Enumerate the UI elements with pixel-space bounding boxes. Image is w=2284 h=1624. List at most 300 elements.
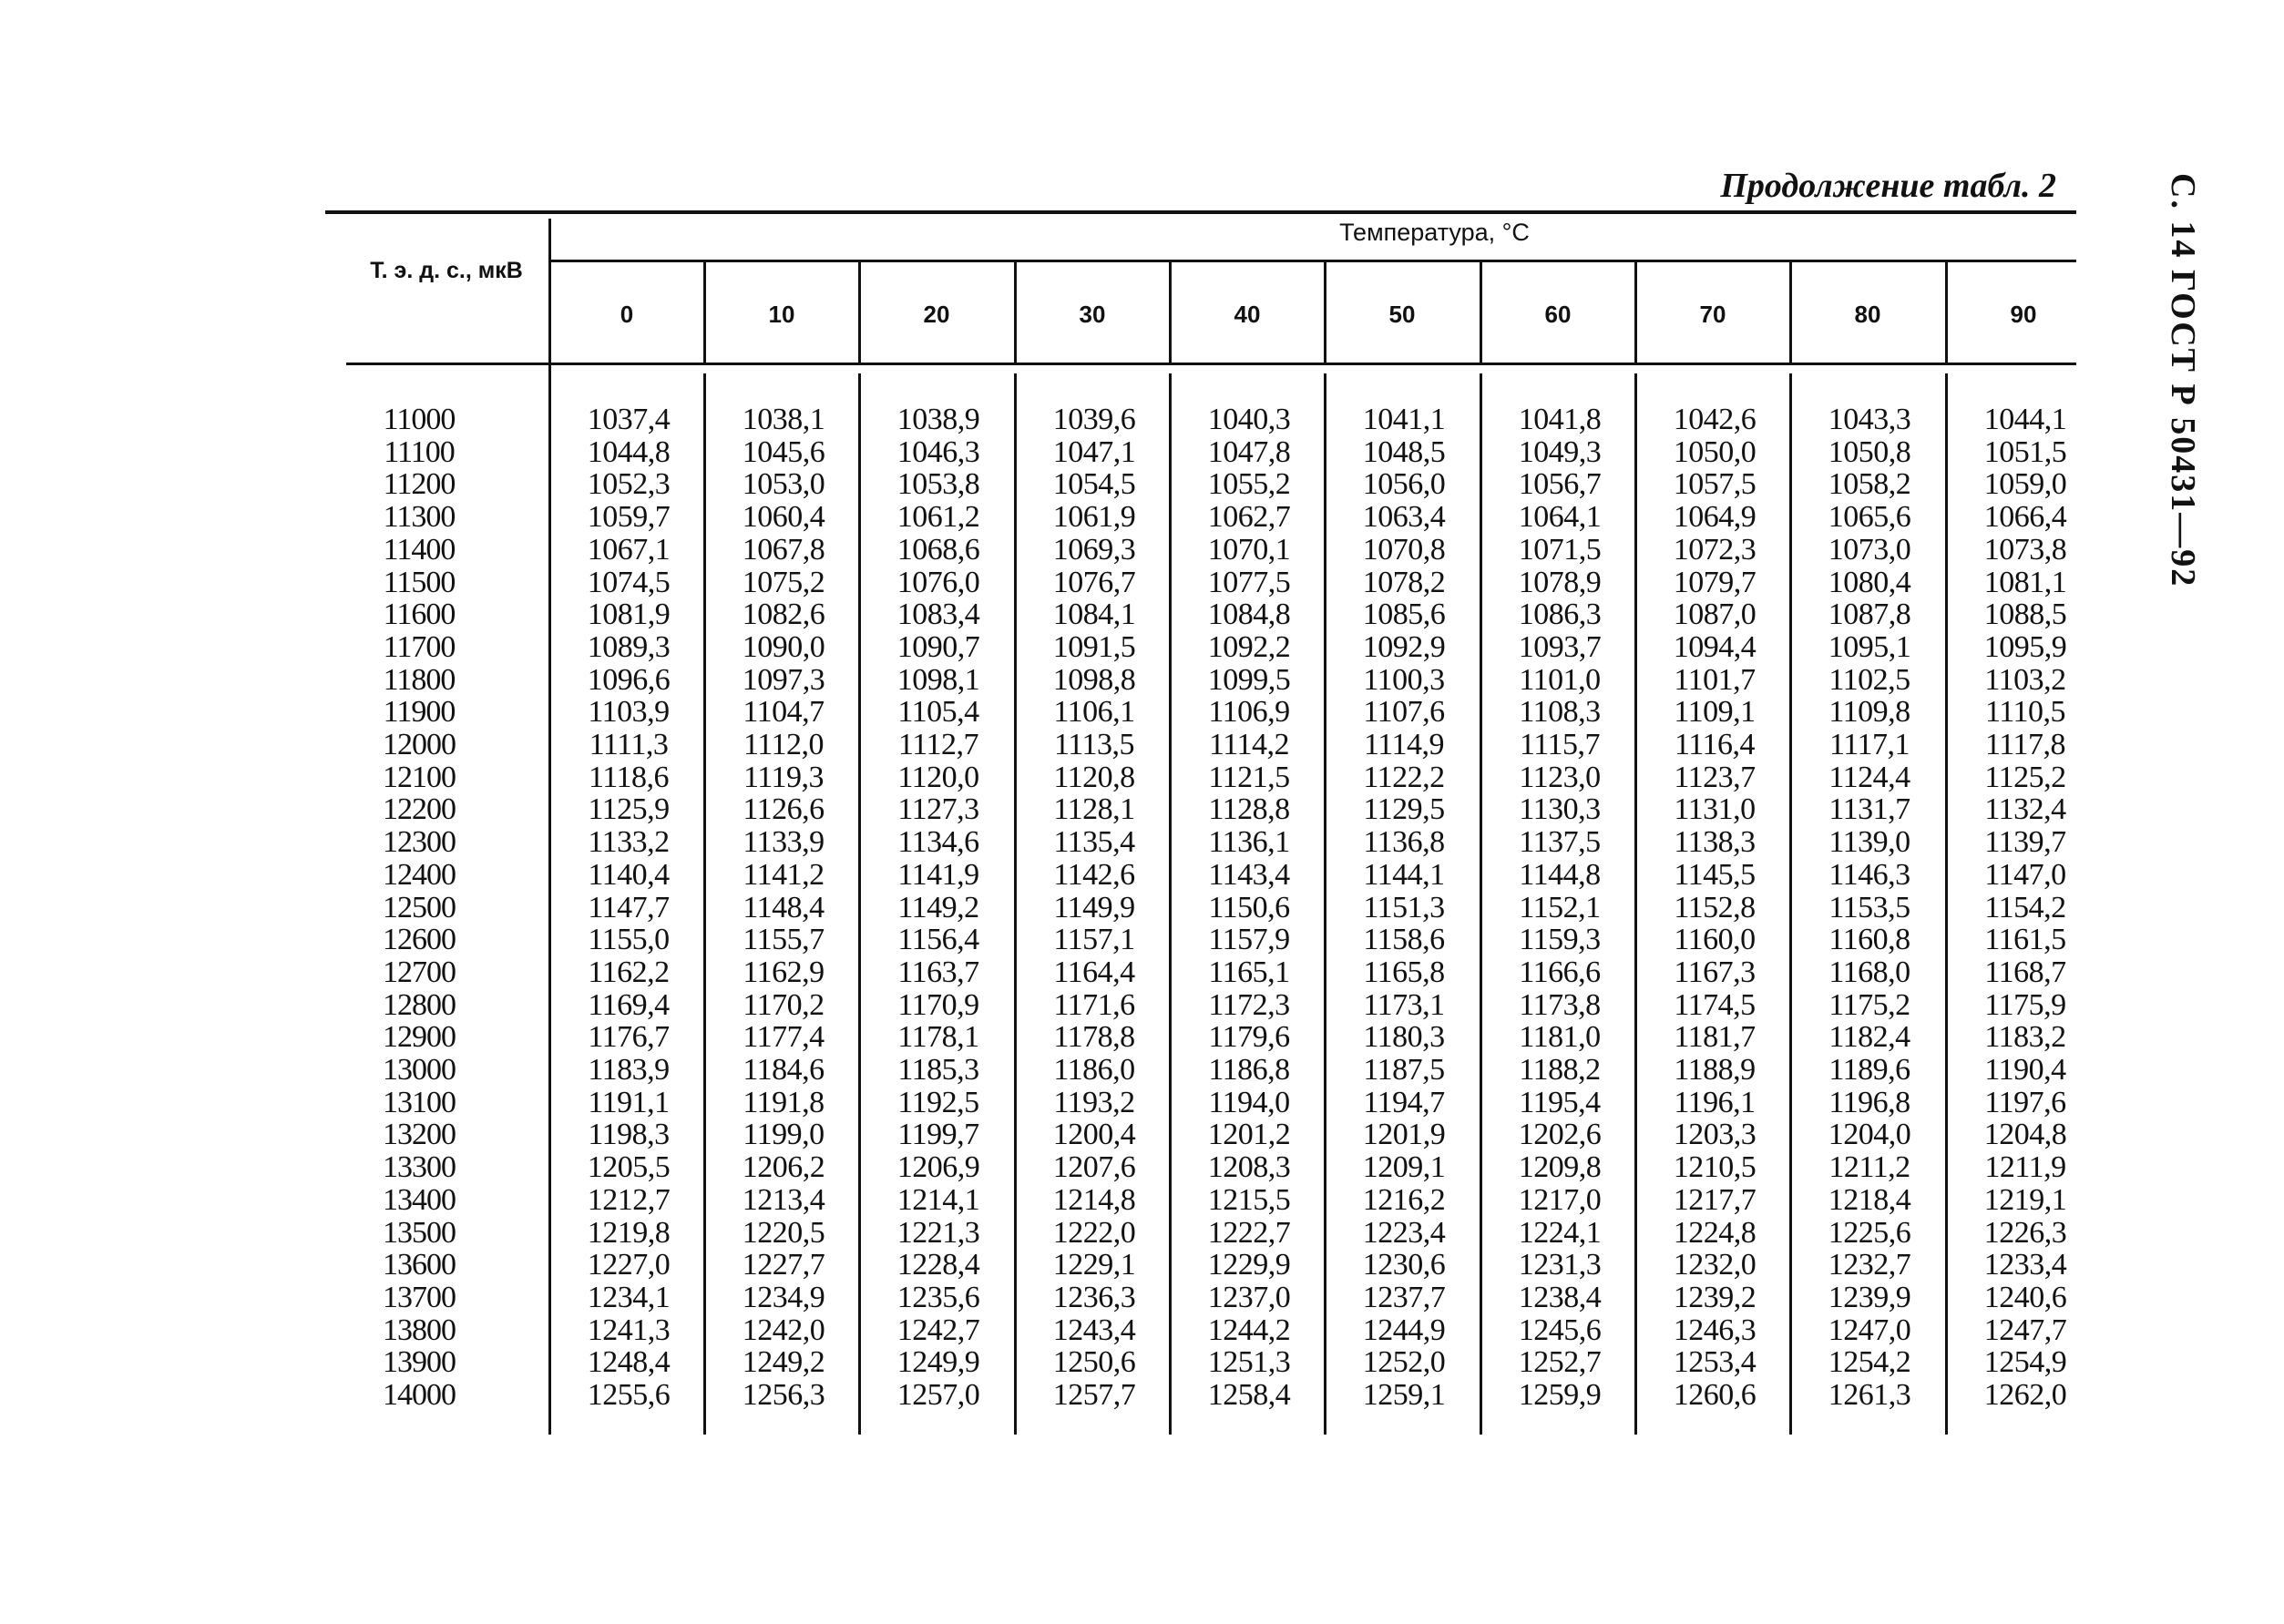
emf-value: 13400 (383, 1182, 456, 1217)
emf-value: 12900 (383, 1020, 456, 1055)
temperature-cell: 1257,7 (1052, 1378, 1136, 1412)
emf-value: 12500 (383, 890, 456, 924)
temperature-cell: 1098,1 (896, 662, 980, 697)
temperature-cell: 1258,4 (1207, 1378, 1291, 1412)
temperature-cell: 1248,4 (587, 1345, 671, 1380)
column-header: 80 (1854, 301, 1881, 328)
emf-value: 13900 (383, 1345, 456, 1380)
column-header: 10 (768, 301, 795, 328)
temperature-cell: 1136,1 (1208, 825, 1290, 860)
temperature-cell: 1100,3 (1363, 662, 1445, 697)
temperature-cell: 1217,0 (1518, 1182, 1602, 1217)
temperature-cell: 1127,3 (897, 792, 979, 827)
temperature-cell: 1042,6 (1673, 403, 1757, 436)
temperature-cell: 1074,5 (587, 565, 671, 599)
temperature-cell: 1067,1 (587, 532, 671, 567)
temperature-cell: 1078,2 (1362, 565, 1446, 599)
temperature-cell: 1167,3 (1674, 955, 1756, 989)
temperature-cell: 1076,7 (1052, 565, 1136, 599)
temperature-cell: 1246,3 (1673, 1312, 1757, 1347)
header-group-rule (549, 260, 2076, 262)
column-header: 90 (2010, 301, 2037, 328)
emf-value: 12600 (383, 923, 456, 957)
temperature-cell: 1099,5 (1207, 662, 1291, 697)
temperature-cell: 1188,9 (1674, 1053, 1756, 1087)
temperature-cell: 1114,2 (1209, 728, 1289, 761)
temperature-cell: 1252,0 (1362, 1345, 1446, 1380)
temperature-cell: 1164,4 (1053, 955, 1135, 989)
temperature-cell: 1259,9 (1518, 1378, 1602, 1412)
temperature-cell: 1072,3 (1673, 532, 1757, 567)
temperature-cell: 1103,9 (588, 695, 670, 730)
temperature-cell: 1224,1 (1518, 1215, 1602, 1250)
emf-value: 11500 (383, 565, 456, 599)
temperature-cell: 1187,5 (1363, 1053, 1445, 1087)
temperature-cell: 1196,1 (1674, 1085, 1756, 1119)
temperature-cell: 1133,9 (743, 825, 824, 860)
temperature-cell: 1178,1 (897, 1020, 979, 1055)
temperature-cell: 1084,1 (1052, 598, 1136, 632)
temperature-cell: 1242,0 (742, 1312, 825, 1347)
temperature-cell: 1210,5 (1673, 1150, 1757, 1185)
temperature-cell: 1215,5 (1207, 1182, 1291, 1217)
temperature-cell: 1118,6 (589, 760, 669, 794)
temperature-cell: 1061,9 (1052, 500, 1136, 535)
emf-value: 13800 (383, 1312, 456, 1347)
temperature-cell: 1131,0 (1674, 792, 1756, 827)
temperature-cell: 1122,2 (1363, 760, 1445, 794)
temperature-cell: 1206,2 (742, 1150, 825, 1185)
temperature-cell: 1214,1 (896, 1182, 980, 1217)
temperature-cell: 1153,5 (1828, 890, 1910, 924)
temperature-cell: 1239,9 (1828, 1280, 1911, 1314)
emf-value: 13000 (383, 1053, 456, 1087)
temperature-cell: 1197,6 (1984, 1085, 2066, 1119)
column-header: 50 (1388, 301, 1416, 328)
temperature-cell: 1053,0 (742, 467, 825, 502)
temperature-cell: 1162,9 (743, 955, 824, 989)
temperature-cell: 1049,3 (1518, 434, 1602, 469)
temperature-cell: 1221,3 (896, 1215, 980, 1250)
temperature-cell: 1204,8 (1983, 1118, 2067, 1152)
temperature-cell: 1262,0 (1983, 1378, 2067, 1412)
temperature-cell: 1038,1 (742, 403, 825, 436)
temperature-cell: 1068,6 (896, 532, 980, 567)
temperature-cell: 1079,7 (1673, 565, 1757, 599)
temperature-cell: 1109,8 (1828, 695, 1910, 730)
temperature-cell: 1128,1 (1053, 792, 1135, 827)
temperature-cell: 1202,6 (1518, 1118, 1602, 1152)
temperature-cell: 1156,4 (897, 923, 979, 957)
temperature-cell: 1223,4 (1362, 1215, 1446, 1250)
temperature-group-header: Температура, °С (1339, 219, 1530, 246)
emf-value: 12100 (383, 760, 456, 794)
temperature-cell: 1039,6 (1052, 403, 1136, 436)
temperature-cell: 1120,8 (1053, 760, 1135, 794)
temperature-cell: 1181,0 (1519, 1020, 1601, 1055)
temperature-cell: 1185,3 (897, 1053, 979, 1087)
emf-value: 13500 (383, 1215, 456, 1250)
temperature-cell: 1247,0 (1828, 1312, 1911, 1347)
temperature-cell: 1060,4 (742, 500, 825, 535)
temperature-cell: 1142,6 (1053, 857, 1135, 892)
temperature-cell: 1044,1 (1983, 403, 2067, 436)
side-label-text: С. 14 ГОСТ Р 50431—92 (2164, 173, 2202, 588)
temperature-cell: 1186,0 (1053, 1053, 1135, 1087)
temperature-cell: 1136,8 (1363, 825, 1445, 860)
temperature-cell: 1057,5 (1673, 467, 1757, 502)
temperature-cell: 1220,5 (742, 1215, 825, 1250)
temperature-cell: 1037,4 (587, 403, 671, 436)
temperature-cell: 1236,3 (1052, 1280, 1136, 1314)
temperature-cell: 1096,6 (587, 662, 671, 697)
temperature-cell: 1169,4 (588, 987, 670, 1022)
temperature-cell: 1090,7 (896, 629, 980, 664)
temperature-cell: 1107,6 (1363, 695, 1445, 730)
temperature-cell: 1144,8 (1519, 857, 1601, 892)
temperature-cell: 1251,3 (1207, 1345, 1291, 1380)
temperature-cell: 1177,4 (743, 1020, 824, 1055)
temperature-cell: 1257,0 (896, 1378, 980, 1412)
emf-value: 12700 (383, 955, 456, 989)
temperature-cell: 1084,8 (1207, 598, 1291, 632)
temperature-cell: 1112,7 (898, 728, 978, 761)
temperature-cell: 1245,6 (1518, 1312, 1602, 1347)
emf-value: 11800 (383, 662, 456, 697)
temperature-cell: 1201,9 (1362, 1118, 1446, 1152)
temperature-cell: 1046,3 (896, 434, 980, 469)
temperature-cell: 1198,3 (588, 1118, 670, 1152)
emf-value: 11900 (383, 695, 456, 730)
temperature-cell: 1053,8 (896, 467, 980, 502)
emf-value: 14000 (383, 1378, 456, 1412)
temperature-cell: 1152,8 (1674, 890, 1756, 924)
temperature-cell: 1051,5 (1983, 434, 2067, 469)
temperature-cell: 1062,7 (1207, 500, 1291, 535)
temperature-cell: 1054,5 (1052, 467, 1136, 502)
temperature-cell: 1092,2 (1207, 629, 1291, 664)
temperature-cell: 1229,1 (1052, 1248, 1136, 1282)
page-standard-label (2159, 173, 2205, 588)
temperature-cell: 1175,9 (1984, 987, 2066, 1022)
emf-value: 13300 (383, 1150, 456, 1185)
temperature-cell: 1173,1 (1363, 987, 1445, 1022)
temperature-cell: 1123,7 (1674, 760, 1756, 794)
temperature-cell: 1227,7 (742, 1248, 825, 1282)
temperature-cell: 1116,4 (1675, 728, 1755, 761)
temperature-cell: 1061,2 (896, 500, 980, 535)
temperature-cell: 1254,9 (1983, 1345, 2067, 1380)
temperature-cell: 1101,7 (1674, 662, 1756, 697)
temperature-cell: 1160,8 (1828, 923, 1910, 957)
temperature-cell: 1081,9 (587, 598, 671, 632)
temperature-cell: 1176,7 (588, 1020, 670, 1055)
temperature-cell: 1091,5 (1052, 629, 1136, 664)
temperature-cell: 1159,3 (1519, 923, 1601, 957)
temperature-cell: 1161,5 (1984, 923, 2066, 957)
temperature-cell: 1194,0 (1208, 1085, 1290, 1119)
temperature-cell: 1175,2 (1828, 987, 1910, 1022)
temperature-cell: 1165,1 (1208, 955, 1290, 989)
temperature-cell: 1249,2 (742, 1345, 825, 1380)
temperature-cell: 1199,0 (743, 1118, 824, 1152)
temperature-cell: 1080,4 (1828, 565, 1911, 599)
temperature-cell: 1124,4 (1828, 760, 1910, 794)
temperature-cell: 1137,5 (1519, 825, 1601, 860)
temperature-cell: 1230,6 (1362, 1248, 1446, 1282)
temperature-cell: 1128,8 (1208, 792, 1290, 827)
temperature-cell: 1189,6 (1828, 1053, 1910, 1087)
temperature-cell: 1162,2 (588, 955, 670, 989)
temperature-cell: 1131,7 (1828, 792, 1910, 827)
temperature-cell: 1125,2 (1984, 760, 2066, 794)
temperature-cell: 1234,1 (587, 1280, 671, 1314)
temperature-cell: 1243,4 (1052, 1312, 1136, 1347)
temperature-cell: 1201,2 (1207, 1118, 1291, 1152)
column-header: 40 (1234, 301, 1261, 328)
temperature-cell: 1043,3 (1828, 403, 1911, 436)
temperature-cell: 1130,3 (1519, 792, 1601, 827)
temperature-cell: 1191,8 (743, 1085, 824, 1119)
emf-value: 11200 (383, 467, 456, 502)
temperature-cell: 1222,7 (1207, 1215, 1291, 1250)
temperature-cell: 1063,4 (1362, 500, 1446, 535)
column-header: 70 (1699, 301, 1726, 328)
temperature-cell: 1157,1 (1053, 923, 1135, 957)
temperature-cell: 1227,0 (587, 1248, 671, 1282)
temperature-cell: 1199,7 (897, 1118, 979, 1152)
temperature-cell: 1171,6 (1053, 987, 1135, 1022)
temperature-cell: 1117,8 (1985, 728, 2065, 761)
temperature-cell: 1242,7 (896, 1312, 980, 1347)
temperature-cell: 1209,8 (1518, 1150, 1602, 1185)
temperature-cell: 1093,7 (1518, 629, 1602, 664)
temperature-cell: 1179,6 (1208, 1020, 1290, 1055)
emf-value: 11000 (383, 403, 456, 436)
temperature-cell: 1073,0 (1828, 532, 1911, 567)
temperature-cell: 1195,4 (1519, 1085, 1601, 1119)
temperature-cell: 1184,6 (743, 1053, 824, 1087)
temperature-cell: 1247,7 (1983, 1312, 2067, 1347)
temperature-cell: 1117,1 (1829, 728, 1910, 761)
emf-value: 11300 (383, 500, 456, 535)
emf-value: 11100 (384, 434, 455, 469)
temperature-cell: 1205,5 (587, 1150, 671, 1185)
temperature-cell: 1066,4 (1983, 500, 2067, 535)
temperature-cell: 1233,4 (1983, 1248, 2067, 1282)
temperature-cell: 1170,2 (743, 987, 824, 1022)
temperature-cell: 1094,4 (1673, 629, 1757, 664)
temperature-cell: 1047,1 (1052, 434, 1136, 469)
temperature-cell: 1132,4 (1984, 792, 2066, 827)
temperature-cell: 1038,9 (896, 403, 980, 436)
temperature-cell: 1211,9 (1984, 1150, 2066, 1185)
temperature-cell: 1222,0 (1052, 1215, 1136, 1250)
emf-value: 12200 (383, 792, 456, 827)
temperature-cell: 1183,2 (1984, 1020, 2066, 1055)
table-top-rule (325, 210, 2076, 214)
temperature-cell: 1113,5 (1054, 728, 1134, 761)
temperature-cell: 1125,9 (588, 792, 670, 827)
temperature-cell: 1172,3 (1208, 987, 1290, 1022)
temperature-cell: 1178,8 (1053, 1020, 1135, 1055)
emf-value: 11700 (383, 629, 456, 664)
temperature-cell: 1059,0 (1983, 467, 2067, 502)
temperature-cell: 1152,1 (1519, 890, 1601, 924)
temperature-cell: 1139,7 (1984, 825, 2066, 860)
temperature-cell: 1200,4 (1052, 1118, 1136, 1152)
temperature-cell: 1228,4 (896, 1248, 980, 1282)
temperature-cell: 1041,8 (1518, 403, 1602, 436)
temperature-cell: 1252,7 (1518, 1345, 1602, 1380)
temperature-cell: 1040,3 (1207, 403, 1291, 436)
temperature-cell: 1170,9 (897, 987, 979, 1022)
temperature-cell: 1219,8 (587, 1215, 671, 1250)
temperature-cell: 1217,7 (1673, 1182, 1757, 1217)
temperature-cell: 1259,1 (1362, 1378, 1446, 1412)
temperature-cell: 1192,5 (897, 1085, 979, 1119)
temperature-cell: 1082,6 (742, 598, 825, 632)
temperature-cell: 1196,8 (1828, 1085, 1910, 1119)
temperature-cell: 1102,5 (1828, 662, 1910, 697)
temperature-cell: 1103,2 (1984, 662, 2066, 697)
temperature-cell: 1106,1 (1053, 695, 1135, 730)
temperature-cell: 1143,4 (1208, 857, 1290, 892)
temperature-cell: 1168,7 (1984, 955, 2066, 989)
temperature-cell: 1254,2 (1828, 1345, 1911, 1380)
column-header: 60 (1544, 301, 1572, 328)
temperature-cell: 1180,3 (1363, 1020, 1445, 1055)
emf-value: 13200 (383, 1118, 456, 1152)
emf-value: 12000 (383, 728, 456, 761)
temperature-cell: 1086,3 (1518, 598, 1602, 632)
temperature-cell: 1064,1 (1518, 500, 1602, 535)
temperature-cell: 1087,0 (1673, 598, 1757, 632)
temperature-cell: 1089,3 (587, 629, 671, 664)
temperature-cell: 1055,2 (1207, 467, 1291, 502)
temperature-cell: 1249,9 (896, 1345, 980, 1380)
emf-value: 11400 (383, 532, 456, 567)
temperature-cell: 1078,9 (1518, 565, 1602, 599)
emf-value: 12400 (383, 857, 456, 892)
temperature-cell: 1256,3 (742, 1378, 825, 1412)
emf-value: 13100 (383, 1085, 456, 1119)
temperature-cell: 1208,3 (1207, 1150, 1291, 1185)
temperature-cell: 1114,9 (1364, 728, 1444, 761)
temperature-cell: 1085,6 (1362, 598, 1446, 632)
column-header: 20 (923, 301, 950, 328)
temperature-cell: 1194,7 (1363, 1085, 1445, 1119)
temperature-cell: 1147,7 (588, 890, 670, 924)
temperature-cell: 1105,4 (897, 695, 979, 730)
temperature-cell: 1150,6 (1208, 890, 1290, 924)
column-header: 30 (1079, 301, 1106, 328)
header-bottom-rule (346, 363, 2076, 365)
temperature-cell: 1075,2 (742, 565, 825, 599)
temperature-cell: 1112,0 (743, 728, 824, 761)
emf-value: 12300 (383, 825, 456, 860)
temperature-cell: 1077,5 (1207, 565, 1291, 599)
temperature-cell: 1146,3 (1828, 857, 1910, 892)
temperature-cell: 1224,8 (1673, 1215, 1757, 1250)
temperature-cell: 1148,4 (743, 890, 824, 924)
temperature-cell: 1244,9 (1362, 1312, 1446, 1347)
temperature-cell: 1076,0 (896, 565, 980, 599)
temperature-cell: 1041,1 (1362, 403, 1446, 436)
temperature-cell: 1207,6 (1052, 1150, 1136, 1185)
temperature-cell: 1087,8 (1828, 598, 1911, 632)
temperature-cell: 1174,5 (1674, 987, 1756, 1022)
temperature-cell: 1070,8 (1362, 532, 1446, 567)
temperature-cell: 1250,6 (1052, 1345, 1136, 1380)
temperature-cell: 1134,6 (897, 825, 979, 860)
temperature-cell: 1120,0 (897, 760, 979, 794)
temperature-cell: 1244,2 (1207, 1312, 1291, 1347)
temperature-cell: 1044,8 (587, 434, 671, 469)
temperature-cell: 1168,0 (1828, 955, 1910, 989)
temperature-cell: 1095,1 (1828, 629, 1911, 664)
temperature-cell: 1109,1 (1674, 695, 1756, 730)
temperature-cell: 1240,6 (1983, 1280, 2067, 1314)
temperature-cell: 1141,2 (743, 857, 824, 892)
temperature-cell: 1140,4 (588, 857, 670, 892)
temperature-cell: 1123,0 (1519, 760, 1601, 794)
temperature-cell: 1209,1 (1362, 1150, 1446, 1185)
temperature-cell: 1106,9 (1208, 695, 1290, 730)
temperature-cell: 1237,0 (1207, 1280, 1291, 1314)
temperature-cell: 1139,0 (1828, 825, 1910, 860)
temperature-cell: 1081,1 (1983, 565, 2067, 599)
temperature-cell: 1088,5 (1983, 598, 2067, 632)
temperature-cell: 1239,2 (1673, 1280, 1757, 1314)
temperature-cell: 1261,3 (1828, 1378, 1911, 1412)
temperature-cell: 1186,8 (1208, 1053, 1290, 1087)
temperature-cell: 1108,3 (1519, 695, 1601, 730)
temperature-cell: 1133,2 (588, 825, 670, 860)
temperature-cell: 1129,5 (1363, 792, 1445, 827)
temperature-cell: 1188,2 (1519, 1053, 1601, 1087)
temperature-cell: 1260,6 (1673, 1378, 1757, 1412)
temperature-cell: 1212,7 (587, 1182, 671, 1217)
temperature-cell: 1255,6 (587, 1378, 671, 1412)
temperature-cell: 1071,5 (1518, 532, 1602, 567)
column-header: 0 (620, 301, 634, 328)
temperature-cell: 1121,5 (1208, 760, 1290, 794)
temperature-cell: 1190,4 (1984, 1053, 2066, 1087)
temperature-cell: 1232,0 (1673, 1248, 1757, 1282)
temperature-cell: 1235,6 (896, 1280, 980, 1314)
temperature-cell: 1206,9 (896, 1150, 980, 1185)
temperature-cell: 1219,1 (1983, 1182, 2067, 1217)
temperature-cell: 1069,3 (1052, 532, 1136, 567)
temperature-cell: 1183,9 (588, 1053, 670, 1087)
temperature-cell: 1191,1 (588, 1085, 670, 1119)
temperature-cell: 1231,3 (1518, 1248, 1602, 1282)
temperature-cell: 1181,7 (1674, 1020, 1756, 1055)
temperature-cell: 1229,9 (1207, 1248, 1291, 1282)
temperature-cell: 1092,9 (1362, 629, 1446, 664)
temperature-cell: 1149,2 (897, 890, 979, 924)
temperature-cell: 1193,2 (1053, 1085, 1135, 1119)
temperature-cell: 1048,5 (1362, 434, 1446, 469)
emf-value: 13700 (383, 1280, 456, 1314)
temperature-cell: 1050,0 (1673, 434, 1757, 469)
temperature-cell: 1214,8 (1052, 1182, 1136, 1217)
temperature-cell: 1226,3 (1983, 1215, 2067, 1250)
temperature-cell: 1065,6 (1828, 500, 1911, 535)
temperature-cell: 1160,0 (1674, 923, 1756, 957)
temperature-cell: 1098,8 (1052, 662, 1136, 697)
